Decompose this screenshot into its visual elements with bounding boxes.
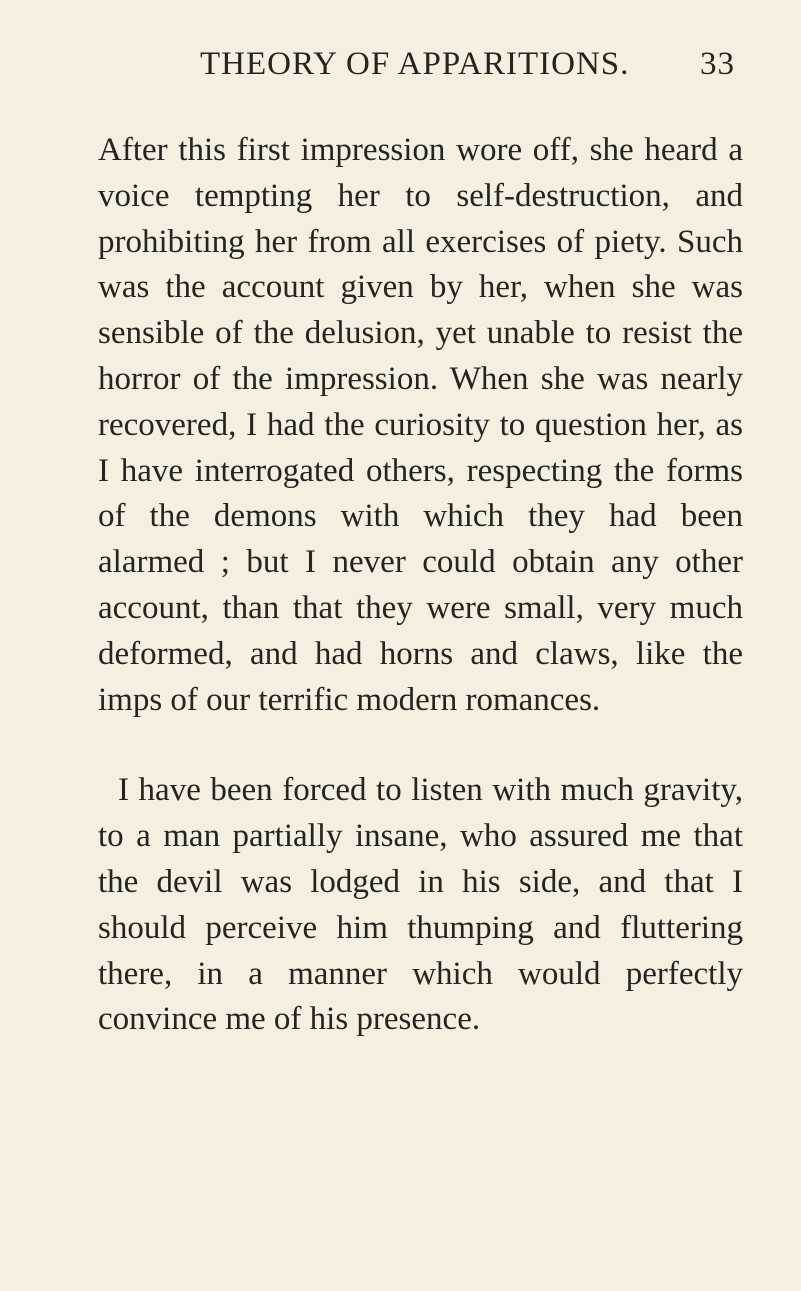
paragraph-1: After this first impression wore off, she heard a voice tempting her to self-destruction, and prohibiting her from all exercises of piety. Such was the account given by her, when she was sensible of the delusion, yet unable to resist the horror of the impression. When she was nearly recovered, I had the curiosity to question her, as I have interrogated others, respecting the forms of the demons with which they had been alarmed ; but I never could obtain any other account, than that they were small, very much deformed, and had horns and claws, like the imps of our terrific modern romances. xyxy=(98,132,743,718)
page-number: 33 xyxy=(700,46,735,82)
body-text xyxy=(98,128,743,1043)
running-head xyxy=(98,40,743,88)
running-title: THEORY OF APPARITIONS. xyxy=(200,46,630,82)
paragraph-2: I have been forced to listen with much gravity, to a man partially insane, who assured me that the devil was lodged in his side, and that I should perceive him thumping and fluttering there, in a manner which would perfectly convince me of his presence. xyxy=(98,772,743,1038)
